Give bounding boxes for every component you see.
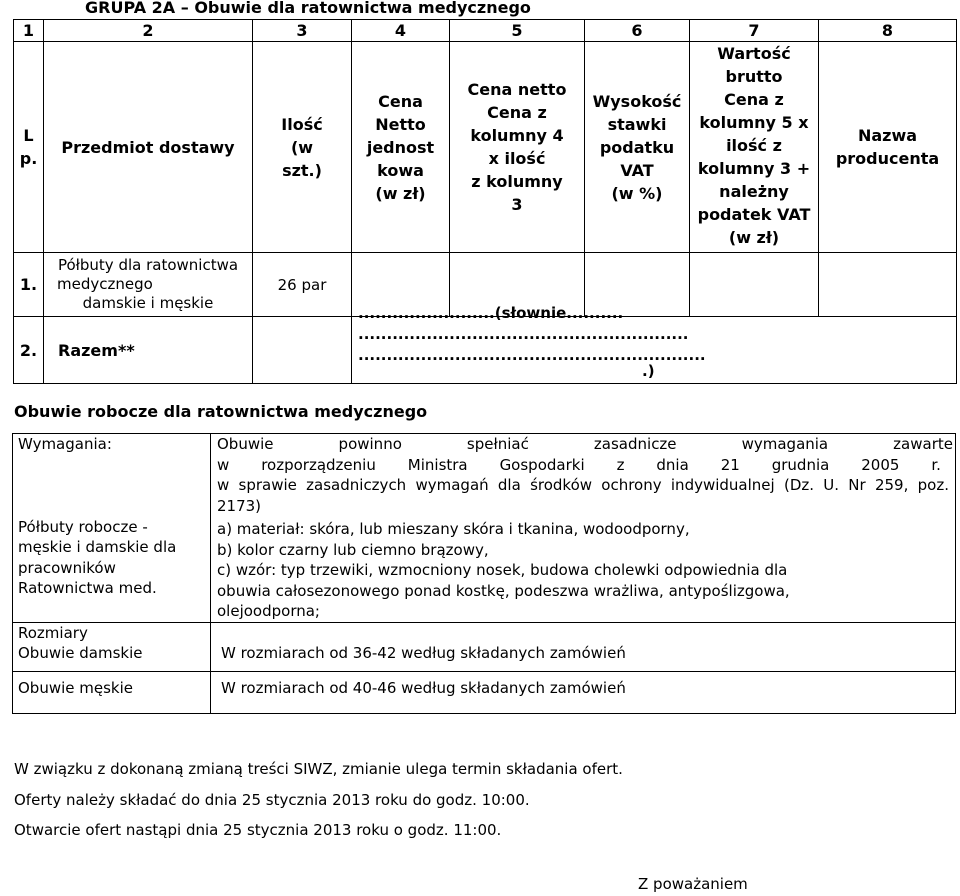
column-number: 3 <box>253 20 352 42</box>
total-label: Razem** <box>44 317 253 384</box>
header-quantity: Ilość (w szt.) <box>253 42 352 253</box>
item-label: Półbuty robocze - męskie i damskie dla pracowników Ratownictwa med. <box>18 517 177 597</box>
column-number: 8 <box>819 20 957 42</box>
column-number: 7 <box>690 20 819 42</box>
column-number: 2 <box>44 20 253 42</box>
header-item: Przedmiot dostawy <box>44 42 253 253</box>
column-number-row <box>14 20 957 42</box>
column-number: 1 <box>14 20 44 42</box>
requirements-label-cell <box>13 434 211 623</box>
sizes-label: Rozmiary <box>13 622 211 643</box>
requirements-text-cell <box>211 434 956 623</box>
spec-line: olejoodporna; <box>217 602 320 620</box>
men-sizes: W rozmiarach od 40-46 według składanych zamówień <box>211 672 956 714</box>
footer-line: W związku z dokonaną zmianą treści SIWZ, zmianie ulega termin składania ofert. <box>14 760 623 778</box>
requirements-label: Wymagania: <box>18 435 112 453</box>
column-number: 4 <box>352 20 450 42</box>
column-number: 6 <box>585 20 690 42</box>
producer-cell[interactable] <box>819 253 957 317</box>
header-net-total: Cena netto Cena z kolumny 4 x ilość z kolumny 3 <box>450 42 585 253</box>
women-label: Obuwie damskie <box>13 643 211 672</box>
spec-line: a) materiał: skóra, lub mieszany skóra i tkanina, wodoodporny, <box>217 520 690 538</box>
header-unit-net-price: Cena Netto jednost kowa (w zł) <box>352 42 450 253</box>
requirements-row <box>13 434 956 623</box>
header-row <box>14 42 957 253</box>
page-title: GRUPA 2A – Obuwie dla ratownictwa medycznego <box>85 0 531 17</box>
women-sizes: W rozmiarach od 36-42 według składanych zamówień <box>211 643 956 672</box>
header-producer: Nazwa producenta <box>819 42 957 253</box>
section-title: Obuwie robocze dla ratownictwa medycznego <box>14 402 428 421</box>
requirements-table <box>12 433 956 714</box>
row-number: 1. <box>14 253 44 317</box>
women-sizes-row <box>13 643 956 672</box>
header-vat-rate: Wysokość stawki podatku VAT (w %) <box>585 42 690 253</box>
row-number: 2. <box>14 317 44 384</box>
column-number: 5 <box>450 20 585 42</box>
header-gross-value: Wartość brutto Cena z kolumny 5 x ilość z kolumny 3 + należny podatek VAT (w zł) <box>690 42 819 253</box>
price-table <box>13 19 957 384</box>
footer-line: Otwarcie ofert nastąpi dnia 25 stycznia 2013 roku o godz. 11:00. <box>14 821 502 839</box>
closing: Z poważaniem <box>638 875 748 893</box>
regulation-text: Obuwie powinno spełniać zasadnicze wymagania zawarte w rozporządzeniu Ministra Gospodarki z dnia 21 grudnia 2005 r. w sprawie zasadniczych wymagań dla środków ochrony indywidualnej (Dz. U. Nr 259, poz. 2173) <box>217 435 953 515</box>
table-row <box>14 317 957 384</box>
item-quantity: 26 par <box>253 253 352 317</box>
men-label: Obuwie męskie <box>13 672 211 714</box>
gross-value-cell[interactable] <box>690 253 819 317</box>
sizes-header-row <box>13 622 956 643</box>
header-lp: L p. <box>14 42 44 253</box>
spec-list <box>217 519 953 622</box>
spec-line: obuwia całosezonowego ponad kostkę, podeszwa wrażliwa, antypoślizgowa, <box>217 581 790 600</box>
spec-line: b) kolor czarny lub ciemno brązowy, <box>217 540 489 559</box>
footer-line: Oferty należy składać do dnia 25 stycznia 2013 roku do godz. 10:00. <box>14 791 530 809</box>
item-description: Półbuty dla ratownictwa medycznego damskie i męskie <box>44 253 253 317</box>
empty-cell <box>253 317 352 384</box>
men-sizes-row <box>13 672 956 714</box>
spec-line: c) wzór: typ trzewiki, wzmocniony nosek, budowa cholewki odpowiednia dla <box>217 561 788 579</box>
total-in-words[interactable]: ........................(słownie.......... .......................................................... ............................................................. .) <box>352 317 957 384</box>
